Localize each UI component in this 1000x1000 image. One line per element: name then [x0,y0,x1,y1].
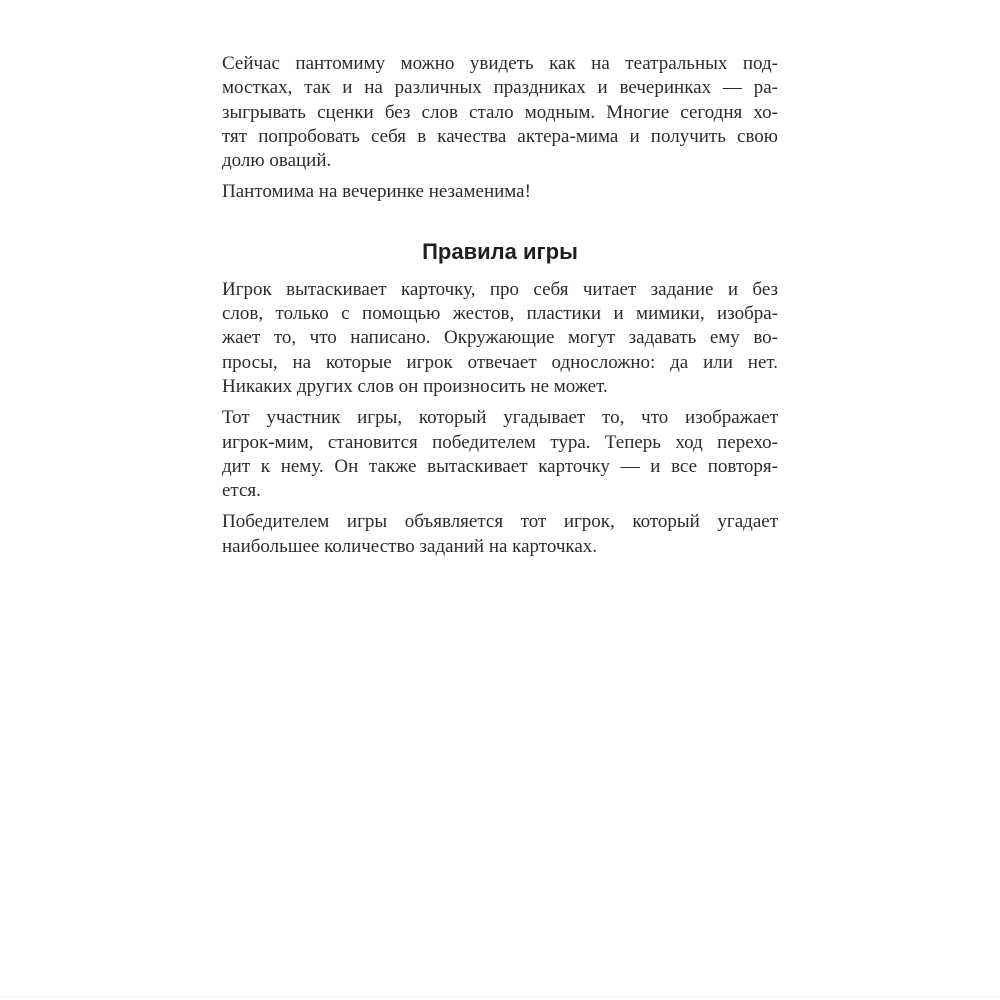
section-heading: Правила игры [422,238,578,264]
text-line: дит к нему. Он также вытаскивает карточку — и все повторя- [222,455,778,477]
text-line: Тот участник игры, который угадывает то, что изображает [222,407,778,429]
paragraph-intro-2 [222,180,778,204]
text-block [222,52,778,566]
text-line: Игрок вытаскивает карточку, про себя читает задание и без [222,278,778,300]
text-line: Сейчас пантомиму можно увидеть как на театральных под- [222,53,778,74]
text-line: Никаких других слов он произносить не может. [222,375,608,397]
text-line: жает то, что написано. Окружающие могут задавать ему во- [222,327,778,349]
text-line: Победителем игры объявляется тот игрок, который угадает [222,511,778,533]
paragraph-intro-1 [222,52,778,173]
text-line: игрок-мим, становится победителем тура. Теперь ход перехо- [222,431,778,453]
text-line: просы, на которые игрок отвечает односложно: да или нет. [222,351,778,373]
page-edge-divider [0,996,1000,997]
text-line: слов, только с помощью жестов, пластики и мимики, изобра- [222,303,778,325]
paragraph-rules-2 [222,406,778,503]
text-line: зыгрывать сценки без слов стало модным. Многие сегодня хо- [222,101,778,123]
text-line: наибольшее количество заданий на карточках. [222,535,598,557]
text-line: мостках, так и на различных праздниках и вечеринках — ра- [222,77,778,99]
text-line: Пантомима на вечеринке незаменима! [222,181,531,203]
paragraph-rules-3 [222,510,778,559]
text-line: долю оваций. [222,150,332,172]
paragraph-rules-1 [222,278,778,399]
text-line: ется. [222,480,261,502]
text-line: тят попробовать себя в качества актера-мима и получить свою [222,125,778,147]
